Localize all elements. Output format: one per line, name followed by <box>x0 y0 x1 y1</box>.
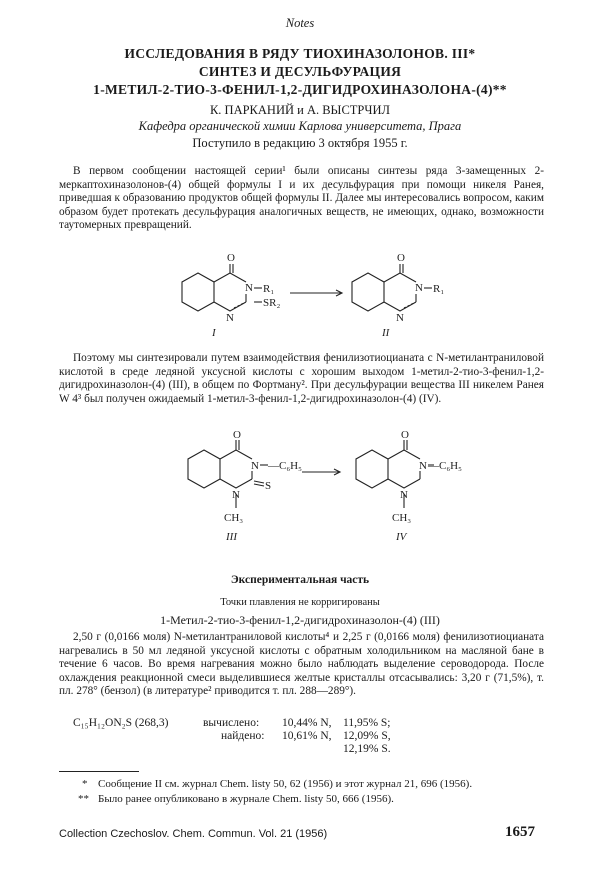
s2-right-methyl: CH₃ <box>392 512 412 524</box>
footnote-1-mark: * <box>82 778 88 790</box>
s2-right-oxygen: O <box>401 429 409 441</box>
s1-label-left: I <box>212 327 216 339</box>
s1-right-oxygen: O <box>397 252 405 264</box>
analysis-found-s1: 12,09% S, <box>343 730 391 742</box>
analysis-calc-label: вычислено: <box>203 717 260 729</box>
intro-paragraph: В первом сообщении настоящей серии¹ были описаны синтезы ряда 3-замещенных 2-меркаптохиназолонов-(4) общей формулы I и их десульфурация при помощи никеля Ранея, приведшая к образованию продуктов общей формулы II. Далее мы интересовались вопросом, каким образом будет протекать десульфурация аналогичных веществ, не имеющих, однако, возможности таутомерных превращений. <box>59 165 544 232</box>
s1-right-n3: N <box>415 282 423 294</box>
journal-footer: Collection Czechoslov. Chem. Commun. Vol. 21 (1956) <box>59 828 328 840</box>
s2-left-phenyl: —C₆H₅ <box>268 460 302 472</box>
procedure-paragraph: 2,50 г (0,0166 моля) N-метилантраниловой кислоты⁴ и 2,25 г (0,0166 моля) фенилизотиоцианата нагревались в 50 мл ледяной уксусной кислоты с обратным холодильником на масляной бане в течение 6 часов. Во время нагревания можно было наблюдать выделение сероводорода. После охлаждения реакционной смеси выделившиеся желтые кристаллы отсасывались: 3,20 г (71,5%), т. пл. 278° (бензол) (в литературе² приводится т. пл. 288—289°). <box>59 631 544 698</box>
analysis-calc-s: 11,95% S; <box>343 717 391 729</box>
title-line-1: ИССЛЕДОВАНИЯ В РЯДУ ТИОХИНАЗОЛОНОВ. III* <box>124 46 476 61</box>
s2-left-oxygen: O <box>233 429 241 441</box>
analysis-found-label: найдено: <box>221 730 265 742</box>
analysis-calc-n: 10,44% N, <box>282 717 332 729</box>
s1-left-r1: R₁ <box>263 283 275 295</box>
footnote-2-text: Было ранее опубликовано в журнале Chem. listy 50, 666 (1956). <box>98 793 394 805</box>
s2-left-n3: N <box>251 460 259 472</box>
melting-point-note: Точки плавления не корригированы <box>220 597 380 608</box>
s2-right-phenyl: —C₆H₅ <box>428 460 462 472</box>
title-line-3: 1-МЕТИЛ-2-ТИО-3-ФЕНИЛ-1,2-ДИГИДРОХИНАЗОЛОНА-(4)** <box>93 82 507 97</box>
s1-left-n3: N <box>245 282 253 294</box>
elemental-analysis <box>73 717 473 759</box>
s1-right-n1: N <box>396 312 404 324</box>
s2-left-sulfur: S <box>265 480 272 492</box>
reaction-scheme-1 <box>150 248 460 340</box>
s1-left-n1: N <box>226 312 234 324</box>
analysis-formula: C₁₅H₁₂ON₂S (268,3) <box>73 717 169 729</box>
reaction-scheme-2 <box>172 428 472 548</box>
s1-label-right: II <box>382 327 390 339</box>
s2-right-n1: N <box>400 489 408 501</box>
footnote-2-mark: ** <box>78 793 89 805</box>
analysis-found-n: 10,61% N, <box>282 730 332 742</box>
authors: К. ПАРКАНИЙ и А. ВЫСТРЧИЛ <box>209 103 391 117</box>
footnote-1-text: Сообщение II см. журнал Chem. listy 50, 62 (1956) и этот журнал 21, 696 (1956). <box>98 778 473 790</box>
footnote-rule <box>59 771 139 772</box>
running-head: Notes <box>285 16 315 30</box>
s1-left-sr2: SR₂ <box>263 297 281 309</box>
s2-left-n1: N <box>232 489 240 501</box>
s1-left-oxygen: O <box>227 252 235 264</box>
s2-label-right: IV <box>396 531 407 543</box>
s1-right-r1: R₁ <box>433 283 445 295</box>
synthesis-paragraph: Поэтому мы синтезировали путем взаимодействия фенилизотиоцианата с N-метилантраниловой кислотой в среде ледяной уксусной кислоты с хорошим выходом 1-метил-2-тио-3-фенил-1,2-дигидрохиназолон-(4) (III), в общем по Фортману². При десульфурации вещества III никелем Ранея W 4³ был получен ожидаемый 1-метил-3-фенил-1,2-дигидрохиназолон-(4) (IV). <box>59 352 544 405</box>
title-line-2: СИНТЕЗ И ДЕСУЛЬФУРАЦИЯ <box>198 64 402 79</box>
s2-left-methyl: CH₃ <box>224 512 244 524</box>
affiliation: Кафедра органической химии Карлова университета, Прага <box>138 119 462 133</box>
s2-label-left: III <box>226 531 237 543</box>
analysis-found-s2: 12,19% S. <box>343 743 391 755</box>
page-number: 1657 <box>505 824 535 840</box>
compound-heading: 1-Метил-2-тио-3-фенил-1,2-дигидрохиназолон-(4) (III) <box>160 613 440 627</box>
received-date: Поступило в редакцию 3 октября 1955 г. <box>192 136 408 150</box>
section-heading: Экспериментальная часть <box>230 574 370 586</box>
s2-right-n3: N <box>419 460 427 472</box>
